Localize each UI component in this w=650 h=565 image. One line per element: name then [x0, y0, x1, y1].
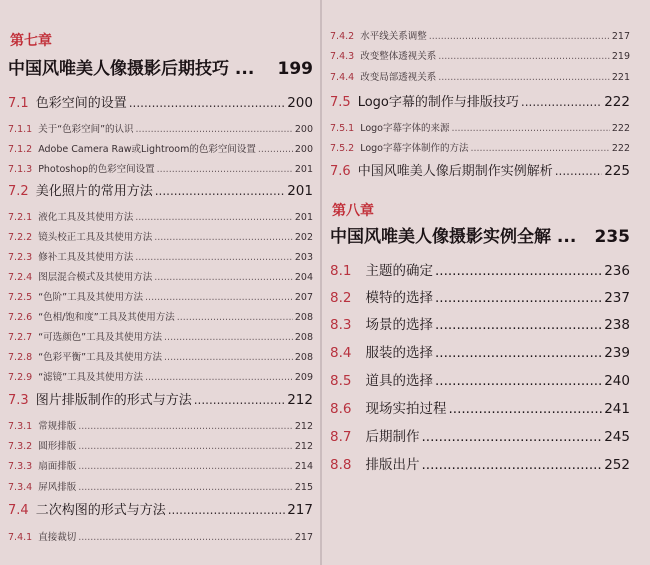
- entry-page: 207: [294, 292, 313, 303]
- entry-number: 8.1: [330, 263, 352, 279]
- entry-number: 7.3: [8, 393, 29, 408]
- left-column: [8, 0, 313, 565]
- dot-leader: [78, 421, 293, 432]
- entry-number: 7.3.1: [8, 421, 33, 432]
- dot-leader: [177, 312, 293, 323]
- toc-entry-7-2-4[interactable]: [8, 269, 313, 283]
- entry-number: 7.5.2: [330, 143, 355, 154]
- entry-number: 7.1.2: [8, 144, 33, 155]
- dot-leader: [521, 95, 602, 109]
- dot-leader: [194, 393, 286, 407]
- entry-title: Logo字幕字体的来源: [360, 123, 450, 134]
- toc-entry-7-5[interactable]: [330, 91, 630, 110]
- entry-page: 245: [604, 429, 630, 445]
- toc-entry-8-2[interactable]: [330, 286, 630, 306]
- dot-leader: [258, 144, 293, 155]
- right-column: [330, 0, 630, 565]
- toc-entry-7-2-6[interactable]: [8, 309, 313, 323]
- dot-leader: [164, 352, 293, 363]
- toc-entry-7-1-1[interactable]: [8, 121, 313, 135]
- entry-number: 8.3: [330, 317, 352, 333]
- entry-number: 8.8: [330, 457, 352, 473]
- entry-title: 排版出片: [365, 457, 420, 473]
- toc-entry-7-4[interactable]: [8, 499, 313, 518]
- entry-page: 201: [294, 164, 313, 175]
- entry-title: 图层混合模式及其使用方法: [38, 272, 153, 283]
- toc-entry-8-5[interactable]: [330, 369, 630, 389]
- chapter-8-label: 第八章: [332, 203, 374, 219]
- entry-number: 7.1.1: [8, 124, 33, 135]
- entry-page: 238: [604, 317, 630, 333]
- toc-entry-7-2-3[interactable]: [8, 249, 313, 263]
- dot-leader: [155, 184, 286, 198]
- entry-title: 图片排版制作的形式与方法: [35, 393, 192, 408]
- toc-entry-8-8[interactable]: [330, 453, 630, 473]
- entry-number: 7.1: [8, 96, 29, 111]
- entry-title: 镜头校正工具及其使用方法: [38, 232, 153, 243]
- entry-number: 7.4.3: [330, 51, 355, 62]
- entry-page: 201: [287, 183, 313, 199]
- entry-title: 美化照片的常用方法: [35, 184, 153, 199]
- entry-number: 7.4.4: [330, 72, 355, 83]
- toc-entry-7-3-4[interactable]: [8, 479, 313, 493]
- dot-leader: [145, 292, 293, 303]
- toc-entry-7-3-2[interactable]: [8, 438, 313, 452]
- entry-page: 237: [604, 290, 630, 306]
- dot-leader: [421, 457, 602, 473]
- entry-page: 212: [287, 392, 313, 408]
- toc-entry-8-1[interactable]: [330, 259, 630, 279]
- entry-title: 圆形排版: [38, 441, 77, 452]
- entry-title: 改变局部透视关系: [360, 72, 437, 83]
- entry-title: 道具的选择: [365, 373, 433, 389]
- entry-number: 7.5: [330, 95, 351, 110]
- entry-title: Logo字幕的制作与排版技巧: [357, 95, 519, 110]
- entry-title: “可选颜色”工具及其使用方法: [38, 332, 163, 343]
- entry-number: 7.1.3: [8, 164, 33, 175]
- chapter-7-title-row: [8, 54, 313, 79]
- entry-number: 7.2.2: [8, 232, 33, 243]
- entry-number: 8.4: [330, 345, 352, 361]
- dot-leader: [555, 164, 603, 178]
- entry-title: 常规排版: [38, 421, 77, 432]
- column-divider: [320, 0, 322, 565]
- entry-number: 8.5: [330, 373, 352, 389]
- entry-page: 212: [294, 421, 313, 432]
- dot-leader: [435, 317, 602, 333]
- dot-leader: [78, 532, 293, 543]
- dot-leader: [136, 124, 293, 135]
- entry-page: 221: [611, 72, 630, 83]
- entry-page: 200: [294, 124, 313, 135]
- entry-title: 场景的选择: [365, 317, 433, 333]
- entry-title: 色彩空间的设置: [35, 96, 127, 111]
- toc-entry-7-1-2[interactable]: [8, 141, 313, 155]
- toc-entry-7-2-1[interactable]: [8, 209, 313, 223]
- dot-leader: [421, 429, 602, 445]
- dot-leader: [470, 143, 609, 154]
- entry-number: 7.4.1: [8, 532, 33, 543]
- dot-leader: [154, 232, 293, 243]
- toc-entry-8-4[interactable]: [330, 341, 630, 361]
- entry-title: 改变整体透视关系: [360, 51, 437, 62]
- entry-page: 225: [604, 163, 630, 179]
- entry-number: 7.6: [330, 164, 351, 179]
- entry-number: 7.2.5: [8, 292, 33, 303]
- dot-leader: [448, 401, 602, 417]
- entry-number: 7.2.7: [8, 332, 33, 343]
- entry-title: 水平线关系调整: [360, 31, 427, 42]
- entry-title: “滤镜”工具及其使用方法: [38, 372, 144, 383]
- dot-leader: [129, 96, 286, 110]
- dot-leader: [78, 482, 293, 493]
- entry-number: 7.2.3: [8, 252, 33, 263]
- entry-page: 240: [604, 373, 630, 389]
- entry-page: 217: [287, 502, 313, 518]
- entry-number: 7.2.4: [8, 272, 33, 283]
- entry-number: 7.2.1: [8, 212, 33, 223]
- entry-page: 208: [294, 332, 313, 343]
- entry-page: 252: [604, 457, 630, 473]
- entry-page: 200: [294, 144, 313, 155]
- toc-entry-7-2-7[interactable]: [8, 329, 313, 343]
- toc-entry-7-5-1[interactable]: [330, 120, 630, 134]
- dot-leader: [451, 123, 609, 134]
- dot-leader: [438, 51, 610, 62]
- entry-page: 203: [294, 252, 313, 263]
- entry-page: 201: [294, 212, 313, 223]
- toc-entry-8-3[interactable]: [330, 313, 630, 333]
- entry-title: 现场实拍过程: [365, 401, 447, 417]
- toc-entry-7-3-3[interactable]: [8, 458, 313, 472]
- entry-page: 222: [611, 123, 630, 134]
- dot-leader: [435, 345, 602, 361]
- toc-entry-7-1[interactable]: [8, 92, 313, 111]
- entry-title: 主题的确定: [365, 263, 433, 279]
- chapter-7-title: 中国风唯美人像摄影后期技巧 ...: [8, 59, 255, 79]
- dot-leader: [435, 263, 602, 279]
- entry-number: 7.5.1: [330, 123, 355, 134]
- entry-page: 212: [294, 441, 313, 452]
- entry-title: 直接裁切: [38, 532, 77, 543]
- entry-page: 236: [604, 263, 630, 279]
- entry-title: Photoshop的色彩空间设置: [38, 164, 155, 175]
- entry-title: 中国风唯美人像后期制作实例解析: [357, 164, 553, 179]
- entry-number: 7.2: [8, 184, 29, 199]
- entry-title: 模特的选择: [365, 290, 433, 306]
- toc-entry-7-4-3[interactable]: [330, 48, 630, 62]
- dot-leader: [164, 332, 293, 343]
- entry-title: 扇面排版: [38, 461, 77, 472]
- entry-title: “色阶”工具及其使用方法: [38, 292, 144, 303]
- dot-leader: [145, 372, 293, 383]
- toc-entry-7-2-2[interactable]: [8, 229, 313, 243]
- dot-leader: [429, 31, 610, 42]
- entry-page: 208: [294, 352, 313, 363]
- entry-number: 7.4: [8, 503, 29, 518]
- entry-title: 后期制作: [365, 429, 420, 445]
- entry-page: 239: [604, 345, 630, 361]
- entry-title: 关于“色彩空间”的认识: [38, 124, 134, 135]
- toc-entry-7-2-5[interactable]: [8, 289, 313, 303]
- entry-page: 241: [604, 401, 630, 417]
- entry-number: 7.2.9: [8, 372, 33, 383]
- entry-number: 7.3.2: [8, 441, 33, 452]
- toc-entry-7-5-2[interactable]: [330, 140, 630, 154]
- toc-entry-8-7[interactable]: [330, 425, 630, 445]
- entry-page: 200: [287, 95, 313, 111]
- entry-page: 214: [294, 461, 313, 472]
- toc-entry-7-2-9[interactable]: [8, 369, 313, 383]
- entry-number: 7.3.3: [8, 461, 33, 472]
- toc-entry-7-4-2[interactable]: [330, 28, 630, 42]
- toc-entry-7-3[interactable]: [8, 389, 313, 408]
- dot-leader: [78, 461, 293, 472]
- entry-title: 二次构图的形式与方法: [35, 503, 166, 518]
- chapter-8-title: 中国风唯美人像摄影实例全解 ...: [330, 227, 577, 247]
- dot-leader: [154, 272, 293, 283]
- entry-page: 217: [294, 532, 313, 543]
- dot-leader: [168, 503, 286, 517]
- entry-number: 7.3.4: [8, 482, 33, 493]
- toc-entry-7-4-1[interactable]: [8, 529, 313, 543]
- entry-page: 208: [294, 312, 313, 323]
- entry-page: 215: [294, 482, 313, 493]
- entry-page: 219: [611, 51, 630, 62]
- chapter-7-label: 第七章: [10, 33, 52, 49]
- entry-title: Adobe Camera Raw或Lightroom的色彩空间设置: [38, 144, 256, 155]
- entry-page: 204: [294, 272, 313, 283]
- toc-entry-7-1-3[interactable]: [8, 161, 313, 175]
- dot-leader: [78, 441, 293, 452]
- entry-number: 8.2: [330, 290, 352, 306]
- dot-leader: [435, 290, 602, 306]
- chapter-8-title-row: [330, 222, 630, 247]
- entry-number: 7.4.2: [330, 31, 355, 42]
- entry-number: 7.2.8: [8, 352, 33, 363]
- toc-entry-7-6[interactable]: [330, 160, 630, 179]
- entry-page: 202: [294, 232, 313, 243]
- entry-title: 屏风排版: [38, 482, 77, 493]
- toc-entry-7-3-1[interactable]: [8, 418, 313, 432]
- entry-title: “色相/饱和度”工具及其使用方法: [38, 312, 175, 323]
- entry-title: 液化工具及其使用方法: [38, 212, 134, 223]
- toc-entry-7-2[interactable]: [8, 180, 313, 199]
- entry-title: 修补工具及其使用方法: [38, 252, 134, 263]
- dot-leader: [135, 212, 293, 223]
- entry-number: 8.6: [330, 401, 352, 417]
- entry-page: 217: [611, 31, 630, 42]
- dot-leader: [157, 164, 293, 175]
- entry-title: Logo字幕字体制作的方法: [360, 143, 469, 154]
- entry-number: 7.2.6: [8, 312, 33, 323]
- chapter-7-page: 199: [277, 59, 313, 79]
- dot-leader: [435, 373, 602, 389]
- entry-page: 222: [604, 94, 630, 110]
- entry-page: 209: [294, 372, 313, 383]
- chapter-8-page: 235: [594, 227, 630, 247]
- entry-title: 服装的选择: [365, 345, 433, 361]
- toc-entry-7-2-8[interactable]: [8, 349, 313, 363]
- toc-entry-8-6[interactable]: [330, 397, 630, 417]
- dot-leader: [438, 72, 610, 83]
- entry-number: 8.7: [330, 429, 352, 445]
- entry-title: “色彩平衡”工具及其使用方法: [38, 352, 163, 363]
- entry-page: 222: [611, 143, 630, 154]
- dot-leader: [135, 252, 293, 263]
- toc-entry-7-4-4[interactable]: [330, 69, 630, 83]
